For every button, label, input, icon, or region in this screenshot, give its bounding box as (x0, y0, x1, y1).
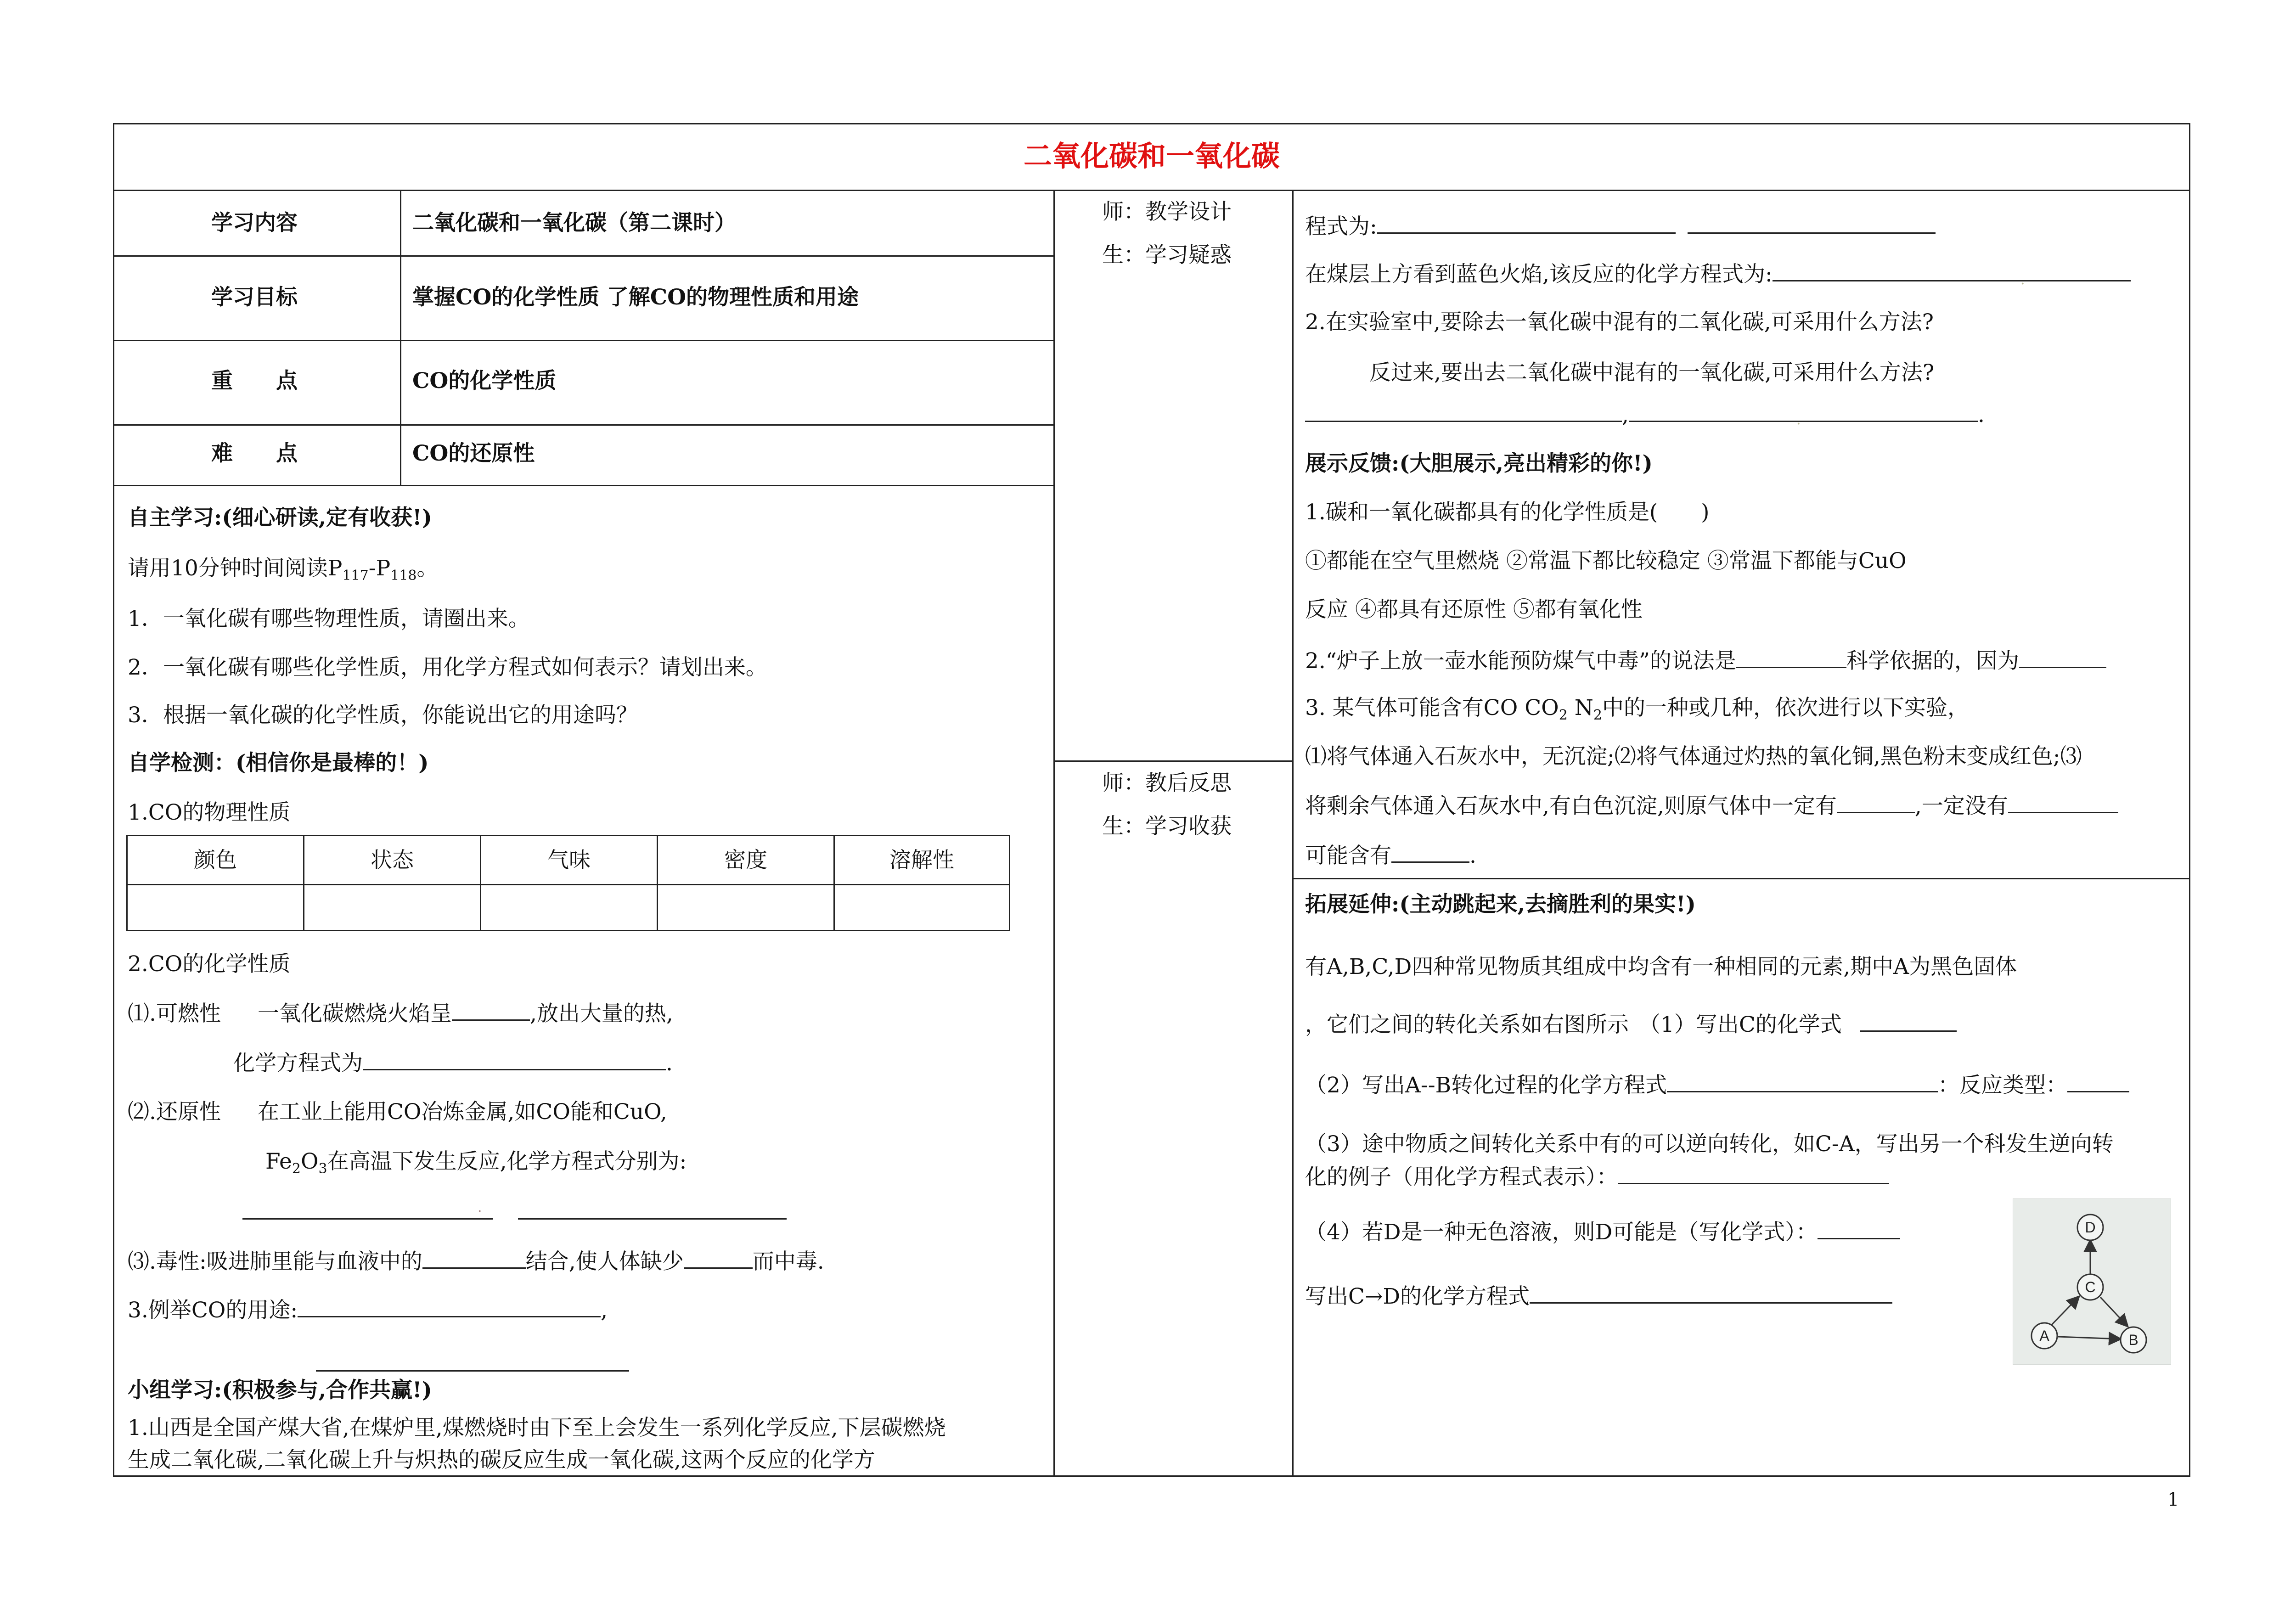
col-header-color: 颜色 (128, 836, 304, 884)
page-number: 1 (2167, 1489, 2179, 1510)
combustibility-text-b: ,放出大量的热, (529, 1001, 673, 1026)
feedback-q3-line-3 (1305, 841, 1476, 870)
toxicity-text-c: 而中毒. (752, 1249, 824, 1274)
feedback-q3-line-3-a: 可能含有 (1305, 843, 1391, 868)
feedback-q3-a: 3. 某气体可能含有CO CO (1305, 695, 1559, 720)
info-label-difficult: 难 点 (211, 441, 298, 466)
extension-line-2-a: ，它们之间的转化关系如右图所示 (1305, 1012, 1629, 1037)
extension-line-3-a: （2）写出A--B转化过程的化学方程式 (1305, 1073, 1667, 1098)
answer-cell-state[interactable] (304, 885, 481, 931)
title-divider (113, 190, 2190, 191)
feedback-q1-options: ①都能在空气里燃烧 ②常温下都比较稳定 ③常温下都能与CuO (1305, 548, 1907, 574)
extension-line-2 (1305, 1010, 1957, 1039)
feedback-q3-line-2 (1305, 792, 2118, 820)
info-value-difficult: CO的还原性 (412, 441, 535, 466)
info-row-line-1 (113, 255, 1054, 257)
read-instruction (128, 555, 438, 590)
extension-line-5-a: 化的例子（用化学方程式表示）： (1305, 1164, 1618, 1190)
extension-line-7 (1305, 1282, 1892, 1311)
read-page-end: 118 (390, 568, 417, 584)
feedback-q3-c: 中的一种或几种，依次进行以下实验， (1602, 695, 1969, 720)
feedback-q3-line-2-b: ,一定没有 (1914, 793, 2008, 819)
reducibility-label: ⑵.还原性 (128, 1099, 221, 1125)
combustion-equation-label: 化学方程式为 (233, 1051, 363, 1076)
toxicity-blank-2[interactable] (684, 1247, 753, 1269)
self-study-heading: 自主学习:(细心研读,定有收获!) (128, 505, 432, 530)
possibly-has-blank[interactable] (1391, 841, 1469, 863)
extension-line-4: （3）途中物质之间转化关系中有的可以逆向转化，如C-A，写出另一个科发生逆向转 (1305, 1131, 2114, 1157)
reducibility-text-2: 在高温下发生反应,化学方程式分别为: (327, 1149, 687, 1174)
arrow-c-to-b (2100, 1297, 2127, 1326)
n2-subscript: 2 (1593, 707, 1602, 723)
removal-blank-1[interactable] (1305, 400, 1622, 422)
arrow-a-to-c (2050, 1297, 2078, 1327)
reducibility-line (128, 1098, 667, 1126)
node-c-label: C (2085, 1279, 2096, 1295)
equation-blank-2[interactable] (1688, 212, 1936, 234)
info-label-content: 学习内容 (211, 210, 298, 236)
node-a-label: A (2039, 1328, 2049, 1344)
physical-title: 1.CO的物理性质 (128, 800, 291, 825)
removal-comma: , (1622, 402, 1629, 428)
flame-dot: . (2020, 272, 2025, 288)
extension-line-7-a: 写出C→D的化学方程式 (1305, 1284, 1530, 1309)
o-symbol: O (300, 1149, 319, 1174)
removal-question: 2.在实验室中,要除去一氧化碳中混有的二氧化碳,可采用什么方法? (1305, 309, 1934, 335)
conversion-diagram-svg (2013, 1199, 2171, 1364)
col-header-solubility: 溶解性 (889, 848, 954, 873)
extension-line-6 (1305, 1218, 1900, 1246)
feedback-q1-options-2: 反应 ④都具有还原性 ⑤都有氧化性 (1305, 597, 1643, 622)
uses-label: 3.例举CO的用途: (128, 1298, 298, 1323)
teacher-reflection: 师：教后反思 (1102, 771, 1232, 796)
extension-line-5 (1305, 1163, 1889, 1191)
extension-heading: 拓展延伸:(主动跳起来,去摘胜利的果实!) (1305, 892, 1696, 917)
feedback-q2-a: 2.“炉子上放一壶水能预防煤气中毒”的说法是 (1305, 648, 1736, 674)
feedback-q2 (1305, 647, 2106, 675)
reduction-equation-blank-2[interactable] (518, 1218, 787, 1220)
chemical-title: 2.CO的化学性质 (128, 951, 291, 977)
combustion-equation-blank[interactable] (363, 1049, 666, 1070)
read-dash: -P (368, 556, 391, 581)
extension-line-6-a: （4）若D是一种无色溶液，则D可能是（写化学式）： (1305, 1220, 1818, 1245)
toxicity-text-b: 结合,使人体缺少 (525, 1249, 684, 1274)
combustibility-line (128, 999, 673, 1028)
col-header-density: 密度 (658, 836, 835, 884)
middle-divider (1053, 760, 1294, 762)
frame-right (2189, 123, 2190, 1477)
co2-subscript: 2 (1559, 707, 1568, 723)
flame-line (1305, 260, 2131, 288)
info-col-line (400, 190, 401, 486)
feedback-divider (1292, 878, 2190, 879)
feedback-q3 (1305, 694, 1969, 729)
c-formula-blank[interactable] (1860, 1010, 1957, 1032)
equation-line (1305, 212, 1936, 241)
feedback-q2-blank-1[interactable] (1736, 647, 1846, 668)
toxicity-text-a: ⑶.毒性:吸进肺里能与血液中的 (128, 1249, 422, 1274)
combustibility-text-a: 一氧化碳燃烧火焰呈 (257, 1001, 452, 1026)
student-gain: 生：学习收获 (1102, 814, 1232, 839)
feedback-q3-b: N (1567, 695, 1593, 720)
removal-answer-line (1305, 400, 1985, 429)
frame-left (113, 123, 114, 1477)
col-divider-right (1292, 190, 1294, 1477)
answer-cell-color[interactable] (128, 885, 304, 931)
uses-line (128, 1296, 608, 1324)
d-formula-blank[interactable] (1818, 1218, 1900, 1239)
read-page-start: 117 (342, 568, 369, 584)
group-study-line-1: 1.山西是全国产煤大省,在煤炉里,煤燃烧时由下至上会发生一系列化学反应,下层碳燃烧 (128, 1415, 946, 1440)
self-check-heading: 自学检测：(相信你是最棒的！) (128, 750, 429, 776)
extension-line-2-b: （1）写出C的化学式 (1639, 1012, 1842, 1037)
frame-top (113, 123, 2190, 124)
node-b-label: B (2128, 1332, 2138, 1348)
page-title: 二氧化碳和一氧化碳 (1023, 139, 1280, 173)
feedback-q2-b: 科学依据的，因为 (1846, 648, 2019, 674)
self-study-q3: 3．根据一氧化碳的化学性质，你能说出它的用途吗？ (128, 703, 638, 728)
extension-line-1: 有A,B,C,D四种常见物质其组成中均含有一种相同的元素,期中A为黑色固体 (1305, 954, 2017, 979)
reducibility-text: 在工业上能用CO冶炼金属,如CO能和CuO, (257, 1099, 667, 1125)
reducibility-line-2 (265, 1148, 687, 1183)
extension-line-3-b: ：反应类型： (1938, 1073, 2068, 1098)
uses-blank-2[interactable] (316, 1370, 629, 1372)
info-row-line-2 (113, 340, 1054, 341)
reduction-equation-blank-1[interactable] (242, 1218, 493, 1220)
equation-blank-1[interactable] (1377, 212, 1676, 234)
col-header-smell: 气味 (481, 836, 658, 884)
node-d-label: D (2085, 1219, 2096, 1236)
fe-subscript: 2 (292, 1161, 301, 1177)
fe-symbol: Fe (265, 1149, 292, 1174)
student-doubt: 生：学习疑惑 (1102, 242, 1232, 268)
feedback-q2-blank-2[interactable] (2019, 647, 2106, 668)
flame-equation-blank[interactable] (1773, 260, 2131, 281)
conversion-diagram (2013, 1198, 2171, 1365)
info-label-goal: 学习目标 (211, 285, 298, 310)
equation-label: 程式为: (1305, 214, 1377, 239)
feedback-q3-line-3-b: . (1469, 843, 1476, 868)
info-row-line-4 (113, 485, 1054, 486)
info-value-goal: 掌握CO的化学性质 了解CO的物理性质和用途 (412, 285, 859, 310)
definitely-has-blank[interactable] (1837, 792, 1915, 813)
combustibility-label: ⑴.可燃性 (128, 1001, 221, 1026)
uses-comma: , (601, 1298, 608, 1323)
removal-blank-2[interactable] (1629, 400, 1978, 422)
reduction-dot: . (478, 1199, 482, 1215)
flame-color-blank[interactable] (452, 999, 530, 1021)
answer-cell-solubility[interactable] (835, 885, 1009, 931)
answer-cell-smell[interactable] (481, 885, 658, 931)
info-label-key: 重 点 (211, 368, 298, 394)
c-to-d-equation-blank[interactable] (1530, 1282, 1892, 1304)
info-row-line-3 (113, 424, 1054, 426)
self-study-q2: 2．一氧化碳有哪些化学性质，用化学方程式如何表示？请划出来。 (128, 655, 767, 680)
physical-properties-table (126, 835, 1010, 931)
toxicity-blank-1[interactable] (422, 1247, 526, 1269)
removal-mid-dot: . (1796, 412, 1801, 428)
arrow-a-to-b (2058, 1337, 2120, 1339)
frame-bottom (113, 1475, 2190, 1477)
uses-blank-1[interactable] (298, 1296, 601, 1317)
info-value-content: 二氧化碳和一氧化碳（第二课时） (412, 210, 736, 236)
a-to-b-equation-blank[interactable] (1667, 1071, 1938, 1092)
read-suffix: 。 (416, 556, 439, 581)
teacher-design: 师：教学设计 (1102, 199, 1232, 225)
definitely-not-blank[interactable] (2008, 792, 2118, 813)
reverse-removal-question: 反过来,要出去二氧化碳中混有的一氧化碳,可采用什么方法? (1369, 360, 1935, 385)
answer-cell-density[interactable] (658, 885, 835, 931)
read-prefix: 请用10分钟时间阅读P (128, 556, 343, 581)
removal-dot: . (1977, 402, 1985, 428)
feedback-q3-line-1: ⑴将气体通入石灰水中，无沉淀;⑵将气体通过灼热的氧化铜,黑色粉末变成红色;⑶ (1305, 744, 2082, 769)
extension-line-3 (1305, 1071, 2129, 1099)
col-header-state: 状态 (304, 836, 481, 884)
combustion-equation-line (233, 1049, 673, 1077)
reaction-type-blank[interactable] (2067, 1071, 2129, 1092)
toxicity-line (128, 1247, 824, 1276)
info-value-key: CO的化学性质 (412, 368, 557, 394)
feedback-heading: 展示反馈:(大胆展示,亮出精彩的你!) (1305, 451, 1653, 476)
col-divider-left (1053, 190, 1055, 1477)
o-subscript: 3 (318, 1161, 327, 1177)
flame-text: 在煤层上方看到蓝色火焰,该反应的化学方程式为: (1305, 262, 1773, 287)
feedback-q1: 1.碳和一氧化碳都具有的化学性质是( ) (1305, 500, 1710, 525)
group-study-heading: 小组学习:(积极参与,合作共赢!) (128, 1378, 432, 1403)
feedback-q3-line-2-a: 将剩余气体通入石灰水中,有白色沉淀,则原气体中一定有 (1305, 793, 1837, 819)
self-study-q1: 1．一氧化碳有哪些物理性质，请圈出来。 (128, 606, 530, 631)
reverse-reaction-blank[interactable] (1618, 1163, 1889, 1184)
combustion-equation-end: . (666, 1051, 673, 1076)
group-study-line-2: 生成二氧化碳,二氧化碳上升与炽热的碳反应生成一氧化碳,这两个反应的化学方 (128, 1447, 875, 1473)
